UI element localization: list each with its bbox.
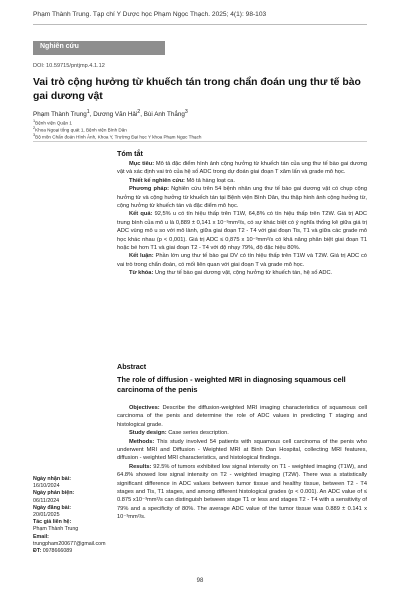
journal-citation: Phạm Thành Trung. Tạp chí Y Dược học Phạm Ngọc Thạch. 2025; 4(1): 98-103 [33, 11, 267, 18]
doi-link[interactable]: DOI: 10.59715/pntjmp.4.1.12 [33, 63, 105, 69]
affiliation [33, 126, 127, 133]
publish-date: 20/01/2025 [33, 512, 60, 519]
phone-number: 0978666089 [41, 548, 73, 555]
paragraph-text: Nghiên cứu trên 54 bệnh nhân ung thư tế bào gai dương vật có chụp cộng hưởng từ và cộng hưởng từ khuếch tán tại Bệnh viện Bình Dân, thu thập hình ảnh cộng hưởng từ, cộng hưởng từ khuếch tán và đặc điểm mô học. [117, 186, 367, 210]
affiliation-number: 2 [33, 126, 36, 130]
paragraph-label: Phương pháp: [129, 186, 169, 193]
affiliation-text: Khoa Ngoại tổng quát 1, Bệnh viện Bình Dân [35, 127, 127, 133]
received-date: 16/10/2024 [33, 483, 60, 490]
affiliation-divider [33, 141, 367, 142]
author-name: Bùi Anh Thắng [143, 111, 185, 119]
phone-line [33, 548, 105, 555]
en-abstract-heading: Abstract [117, 362, 147, 371]
paragraph-label: Methods: [129, 438, 155, 445]
affiliation-number: 3 [33, 133, 36, 137]
email-label: Email: [33, 533, 49, 540]
vi-design-paragraph [117, 177, 367, 185]
page-number: 98 [196, 578, 204, 584]
vi-abstract-body [117, 160, 367, 278]
author-affiliation-mark: 3 [184, 109, 188, 115]
affiliation-number: 1 [33, 119, 36, 123]
header-divider [33, 24, 367, 25]
en-objectives-paragraph [117, 404, 367, 429]
corresponding-author-label: Tác giả liên hệ: [33, 519, 72, 526]
paragraph-label: Study design: [129, 430, 167, 437]
vi-objective-paragraph [117, 160, 367, 177]
article-metadata [33, 476, 105, 555]
affiliation-text: Bệnh viện Quận 1 [35, 120, 72, 126]
paragraph-label: Từ khóa: [129, 270, 154, 277]
review-date-label: Ngày phản biện: [33, 490, 75, 497]
en-design-paragraph [117, 429, 367, 437]
author-name: Phạm Thành Trung [33, 111, 87, 119]
author-list [33, 109, 188, 118]
paragraph-text: This study involved 54 patients with squamous cell carcinoma of the penis who underwent MRI and Diffusion - Weighted MRI at Binh Dan Hospital, collecting MRI features, diffusion - weighted MRI characteristics, and histological findings. [117, 438, 367, 462]
author-name: Dương Văn Hải [93, 111, 138, 119]
paragraph-label: Objectives: [129, 405, 160, 411]
article-title: Vai trò cộng hưởng từ khuếch tán trong chẩn đoán ung thư tế bào gai dương vật [33, 77, 361, 102]
paragraph-text: Ung thư tế bào gai dương vật, cộng hưởng từ khuếch tán, hệ số ADC. [153, 270, 333, 277]
section-label: Nghiên cứu [40, 43, 79, 50]
paragraph-text: Mô tả đặc điểm hình ảnh cộng hưởng từ khuếch tán của ung thư tế bào gai dương vật và xác định vai trò của hệ số ADC trong dự đoán giai đoạn T xâm lấn và grade mô học. [117, 161, 368, 176]
vi-conclusion-paragraph [117, 252, 367, 269]
affiliation-text: Bộ môn Chẩn đoán Hình Ảnh, Khoa Y, Trường Đại học Y khoa Phạm Ngọc Thạch [35, 134, 202, 140]
paragraph-label: Kết quả: [129, 211, 153, 218]
received-date-label: Ngày nhận bài: [33, 476, 71, 482]
en-abstract-body [117, 404, 367, 522]
paragraph-label: Mục tiêu: [129, 161, 155, 167]
author-affiliation-mark: 2 [137, 109, 141, 115]
section-banner [33, 41, 165, 55]
review-date: 06/11/2024 [33, 497, 60, 504]
affiliation [33, 119, 72, 126]
paragraph-text: Mô tả hàng loạt ca. [184, 177, 235, 184]
paragraph-label: Thiết kế nghiên cứu: [129, 177, 185, 184]
phone-label: ĐT: [33, 548, 42, 555]
email-address[interactable]: trungpham200677@gmail.com [33, 540, 106, 547]
vi-results-paragraph [117, 210, 367, 252]
paragraph-text: Case series description. [166, 430, 229, 437]
paragraph-text: Describe the diffusion-weighted MRI imaging characteristics of squamous cell carcinoma of the penis and determine the role of ADC values in predicting T staging and histological grade. [117, 405, 367, 428]
email-line [33, 534, 105, 548]
vi-methods-paragraph [117, 185, 367, 210]
author-separator: , [89, 111, 94, 119]
affiliation [33, 133, 201, 140]
vi-abstract-heading: Tóm tắt [117, 149, 143, 158]
en-methods-paragraph [117, 438, 367, 463]
paragraph-text: 92,5% u có tín hiệu thấp trên T1W, 64,8% có tín hiệu thấp trên T2W. Giá trị ADC trung bình của mô u là 0,889 ± 0,141 x 10⁻³mm²/s, có sự khác biệt có ý nghĩa thống kê giữa giá trị ADC vùng mô u so với mô lành, giữa giai đoạn T2 - T4 với giai đoạn Tis, T1 và giữa các grade mô học khác nhau (p < 0,001). Giá trị ADC ≤ 0,875 x 10⁻³mm²/s có khả năng phân biệt giai đoạn T1 hoặc bé hơn T1 và giai đoạn T2 - T4 với độ nhạy 79%, độ đặc hiệu 80%. [117, 211, 367, 252]
publish-date-label: Ngày đăng bài: [33, 504, 71, 511]
paragraph-text: Phần lớn ung thư tế bào gai DV có tín hiệu thấp trên T1W và T2W. Giá trị ADC có vai trò trong chẩn đoán, có mối liên quan với giai đoạn T và grade mô học. [117, 253, 367, 268]
author-affiliation-mark: 1 [86, 109, 90, 115]
paragraph-label: Kết luận: [129, 253, 154, 260]
en-results-paragraph [117, 463, 367, 522]
vi-keywords-paragraph [117, 269, 367, 277]
author-separator: , [140, 111, 144, 119]
paragraph-text: 92.5% of tumors exhibited low signal intensity on T1 - weighted imaging (T1W), and 64.8% showed low signal intensity on T2 - weighted imaging (T2W). There was a statistically significant difference in ADC values between tumor tissue and healthy tissue, between T2 - T4 stages and Tis, T1 stages, and among different histological grades (p < 0.001). An ADC value of ≤ 0.875 x10⁻³mm²/s can distinguish between stage T1 or less and stages T2 - T4 with a sensitivity of 79% and a specificity of 80%. The average ADC value of the tumor tissue was 0.889 ± 0.141 x 10⁻³mm²/s. [117, 463, 367, 521]
corresponding-author: Phạm Thành Trung [33, 526, 79, 533]
en-article-title: The role of diffusion - weighted MRI in diagnosing squamous cell carcinoma of the penis [117, 375, 346, 394]
paragraph-label: Results: [129, 463, 152, 470]
